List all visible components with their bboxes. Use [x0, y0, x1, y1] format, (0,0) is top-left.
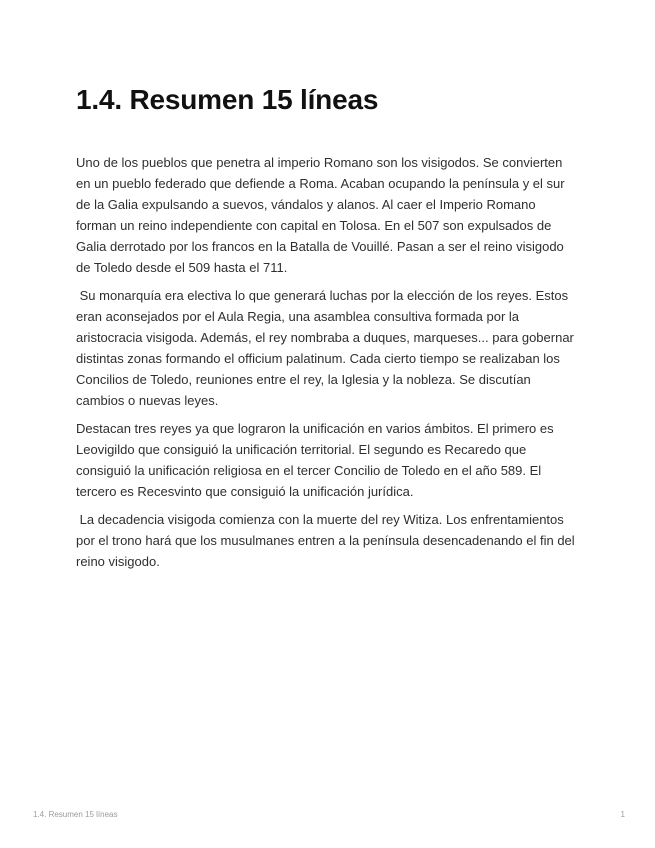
page-footer — [33, 810, 625, 820]
paragraph-2: Su monarquía era electiva lo que generará luchas por la elección de los reyes. Estos eran aconsejados por el Aula Regia, una asamblea consultiva formada por la aristocracia visigoda. Además, el rey nombraba a duques, marqueses... para gobernar distintas zonas formando el officium palatinum. Cada cierto tiempo se realizaban los Concilios de Toledo, reuniones entre el rey, la Iglesia y la nobleza. Se discutían cambios o nuevas leyes. — [76, 288, 578, 408]
paragraph-3: Destacan tres reyes ya que lograron la unificación en varios ámbitos. El primero es Leovigildo que consiguió la unificación territorial. El segundo es Recaredo que consiguió la unificación religiosa en el tercer Concilio de Toledo en el año 589. El tercero es Recesvinto que consiguió la unificación jurídica. — [76, 421, 558, 499]
footer-page-number: 1 — [620, 810, 625, 819]
paragraph-4: La decadencia visigoda comienza con la muerte del rey Witiza. Los enfrentamientos por el trono hará que los musulmanes entren a la península desencadenando el fin del reino visigodo. — [76, 512, 579, 569]
paragraph-1: Uno de los pueblos que penetra al imperio Romano son los visigodos. Se convierten en un pueblo federado que defiende a Roma. Acaban ocupando la península y el sur de la Galia expulsando a suevos, vándalos y alanos. Al caer el Imperio Romano forman un reino independiente con capital en Tolosa. En el 507 son expulsados de Galia derrotado por los francos en la Batalla de Vouillé. Pasan a ser el reino visigodo de Toledo desde el 509 hasta el 711. — [76, 155, 569, 275]
page-title: 1.4. Resumen 15 líneas — [76, 84, 379, 115]
footer-document-title: 1.4. Resumen 15 líneas — [33, 810, 118, 819]
document-body — [76, 152, 579, 572]
